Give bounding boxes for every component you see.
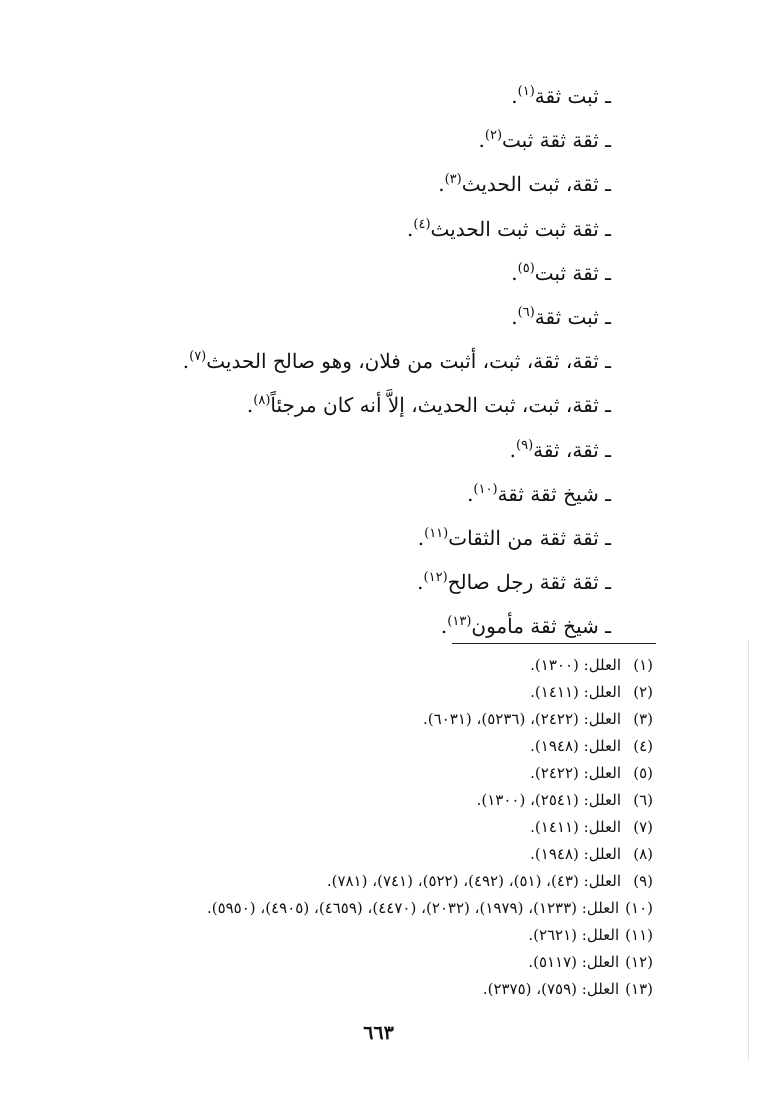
footnote-separator: [452, 643, 656, 644]
narrator-grading-list: [51, 74, 611, 648]
list-item: ـ ثقة ثبت$^{(٥)}$.: [511, 260, 611, 285]
footnote-text: العلل: (٥١١٧).: [528, 953, 620, 971]
footnote-number: (١): [633, 656, 653, 674]
footnote: [13, 760, 653, 787]
footnote-text: العلل: (٢٦٢١).: [528, 926, 620, 944]
footnote-text: العلل: (١٩٤٨).: [530, 737, 621, 755]
footnote-text: العلل: (١٩٤٨).: [530, 845, 621, 863]
footnote: [13, 868, 653, 895]
footnote-ref: (٩): [516, 437, 534, 453]
footnote-ref: (٢): [484, 128, 503, 144]
footnote-number: (١٠): [625, 899, 653, 917]
footnote-ref: (٧): [189, 349, 207, 365]
footnote-number: (٢): [633, 683, 653, 701]
footnote: [13, 895, 653, 922]
page-number: ٦٦٣: [363, 1022, 394, 1044]
list-item: ـ شيخ ثقة ثقة$^{(١٠)}$.: [467, 481, 611, 506]
footnote-number: (٧): [633, 818, 653, 836]
footnote-ref: (١٢): [423, 570, 448, 586]
scan-edge-line: [748, 640, 749, 1060]
footnote-number: (٣): [633, 710, 653, 728]
footnote-number: (٤): [633, 737, 653, 755]
footnote: [13, 787, 653, 814]
footnotes-list: [13, 652, 653, 1003]
footnote-ref: (١١): [424, 525, 449, 541]
footnote-ref: (١٠): [473, 481, 498, 497]
list-item: ـ ثقة، ثقة، ثبت، أثبت من فلان، وهو صالح الحديث$^{(٧)}$.: [182, 349, 611, 374]
footnote: [13, 814, 653, 841]
footnote-ref: (٣): [444, 172, 462, 188]
footnote: [13, 652, 653, 679]
footnote-number: (٩): [633, 872, 653, 890]
list-item: ـ ثقة ثقة رجل صالح$^{(١٢)}$.: [417, 570, 611, 595]
footnote-ref: (٨): [253, 393, 271, 409]
list-item: ـ ثقة، ثبت، ثبت الحديث، إلاَّ أنه كان مرجئاً$^{(٨)}$.: [246, 393, 611, 418]
footnote-ref: (١٣): [447, 614, 472, 630]
footnote-number: (٨): [633, 845, 653, 863]
footnote-text: العلل: (١٤١١).: [530, 818, 621, 836]
footnote: [13, 922, 653, 949]
footnote-text: العلل: (١٤١١).: [530, 683, 621, 701]
list-item: ـ شيخ ثقة مأمون$^{(١٣)}$.: [440, 614, 611, 639]
footnote-text: العلل: (٧٥٩)، (٢٣٧٥).: [482, 980, 620, 998]
list-item: ـ ثقة ثقة من الثقات$^{(١١)}$.: [417, 525, 611, 550]
footnote: [13, 841, 653, 868]
footnote: [13, 679, 653, 706]
footnote: [13, 976, 653, 1003]
footnote-text: العلل: (٢٥٤١)، (١٣٠٠).: [476, 791, 621, 809]
list-item: ـ ثبت ثقة$^{(١)}$.: [511, 84, 611, 108]
footnote-text: العلل: (٢٤٢٢)، (٥٢٣٦)، (٦٠٣١).: [423, 710, 621, 728]
list-item: ـ ثبت ثقة$^{(٦)}$.: [511, 304, 611, 329]
footnote: [13, 706, 653, 733]
footnote-text: العلل: (١٣٠٠).: [530, 656, 621, 674]
footnote-number: (٥): [633, 764, 653, 782]
footnote-text: العلل: (٢٤٢٢).: [530, 764, 621, 782]
footnote-number: (١٣): [625, 980, 653, 998]
footnote: [13, 949, 653, 976]
footnote-ref: (٥): [517, 260, 535, 276]
footnote-ref: (٤): [413, 216, 431, 232]
list-item: ـ ثقة ثقة ثبت$^{(٢)}$.: [478, 128, 611, 153]
footnote-number: (١٢): [625, 953, 653, 971]
footnote-ref: (٦): [517, 304, 535, 320]
list-item: ـ ثقة ثبت ثبت الحديث$^{(٤)}$.: [407, 216, 611, 241]
footnote-text: العلل: (١٢٣٣)، (١٩٧٩)، (٢٠٣٢)، (٤٤٧٠)، (٤٦٥٩)، (٤٩٠٥)، (٥٩٥٠).: [206, 899, 620, 917]
list-item: ـ ثقة، ثبت الحديث$^{(٣)}$.: [438, 172, 611, 197]
footnote: [13, 733, 653, 760]
list-item: ـ ثقة، ثقة$^{(٩)}$.: [509, 437, 611, 462]
footnote-number: (٦): [633, 791, 653, 809]
footnote-text: العلل: (٤٣)، (٥١)، (٤٩٢)، (٥٢٢)، (٧٤١)، (٧٨١).: [326, 872, 621, 890]
footnote-ref: (١): [517, 84, 535, 99]
footnote-number: (١١): [625, 926, 653, 944]
